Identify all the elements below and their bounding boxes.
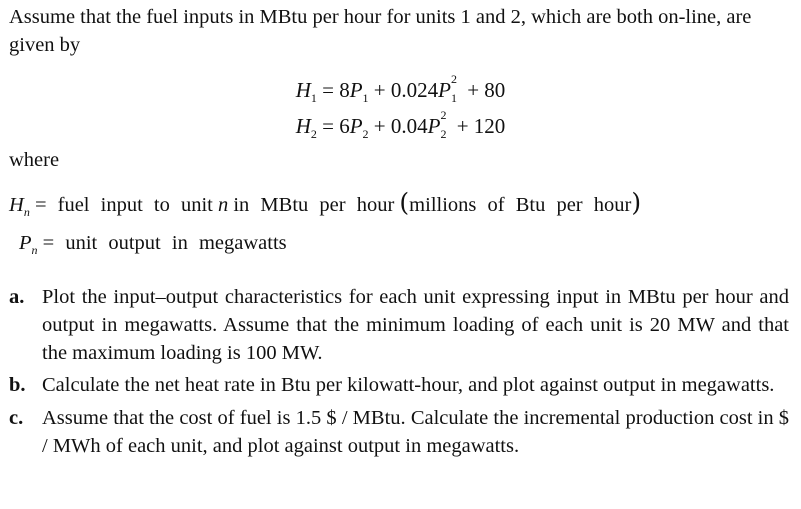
equation-h1: $H_1 = 8P_1 + 0.024P$ 2 1 + 80 (295, 72, 506, 105)
definition-h: $H_n$ = fuel input to unit n in MBtu per hour (millions of Btu per hour) (9, 188, 642, 219)
question-a-text: Plot the input–output characteristics for each unit expressing input in MBtu per hour and output in megawatts. Assume that the minimum loading of each unit is 20 MW and that the maximum loading is 100 MW. (42, 286, 789, 364)
question-a-label: a. (9, 286, 25, 308)
question-c-label: c. (9, 407, 24, 429)
definition-p: $P_n$ = unit output in megawatts (19, 232, 287, 257)
question-a (9, 283, 789, 367)
question-c: c. Assume that the cost of fuel is 1.5 $ / MBtu. Calculate the incremental production cost in $ / MWh of each unit, and plot against output in megawatts. (9, 404, 789, 460)
question-list (9, 283, 789, 460)
where-label: where (9, 149, 60, 171)
question-b-label: b. (9, 374, 26, 396)
equation-h2: $H_2 = 6P_2 + 0.04P$ 2 2 + 120 (295, 108, 506, 141)
question-b (9, 371, 789, 399)
intro-paragraph: Assume that the fuel inputs in MBtu per hour for units 1 and 2, which are both on-line, are given by (9, 6, 752, 56)
question-b-text: Calculate the net heat rate in Btu per kilowatt-hour, and plot against output in megawatts. (42, 374, 775, 396)
